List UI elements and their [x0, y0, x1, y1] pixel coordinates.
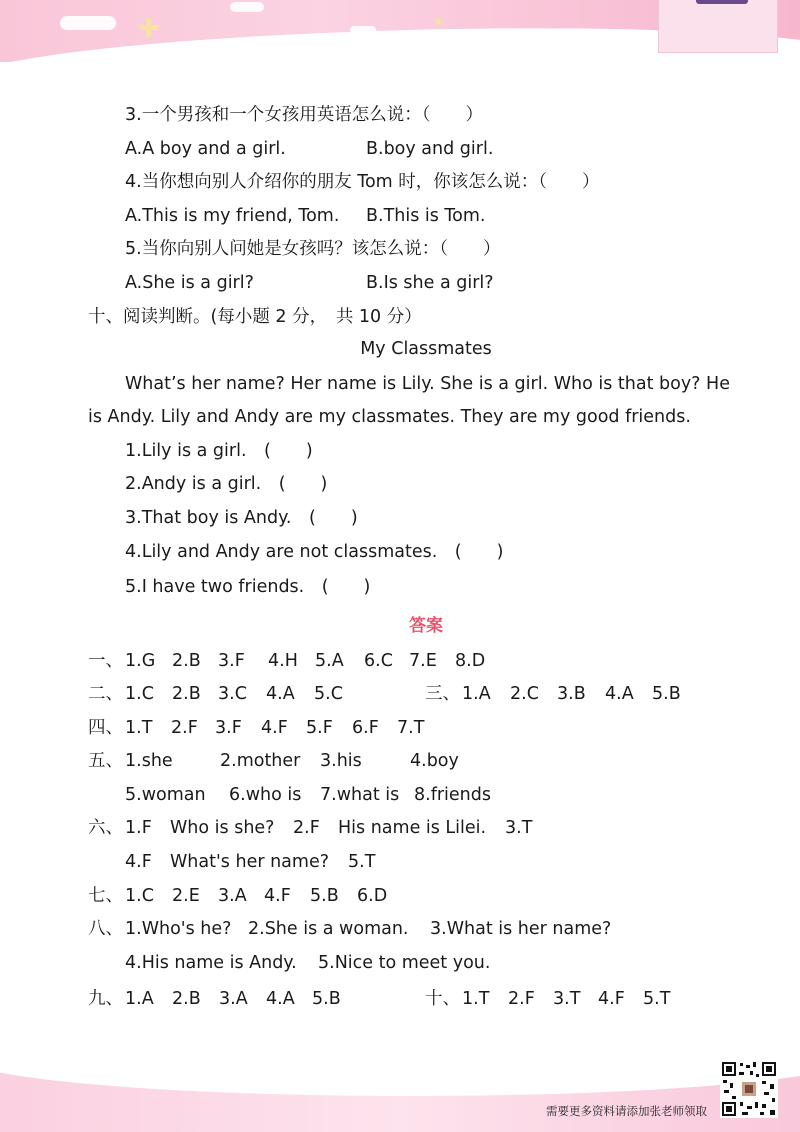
answer-item: 5.A	[315, 651, 344, 671]
answer-item: 1.she	[125, 751, 173, 771]
answer-item: 3.B	[557, 684, 586, 704]
answer-item: 4.A	[605, 684, 634, 704]
answer-item: 6.D	[357, 886, 388, 906]
answer-item: 3.T	[505, 818, 533, 838]
answer-item: His name is Lilei.	[338, 818, 487, 838]
answer-item: 5.Nice to meet you.	[318, 953, 491, 973]
q9-5-option-a: A.She is a girl?	[125, 273, 254, 293]
answer-item: 2.F	[508, 989, 535, 1009]
answer-item: 1.A	[125, 989, 154, 1009]
answer-item: What's her name?	[170, 852, 330, 872]
answer-item: 3.his	[320, 751, 362, 771]
answer-item: 8.friends	[414, 785, 491, 805]
answer-item: 7.what is	[320, 785, 400, 805]
star-icon: ✚	[138, 14, 160, 44]
answer-item: 3.F	[215, 718, 242, 738]
answer-label: 九、	[88, 989, 123, 1009]
answer-item: 1.F	[125, 818, 152, 838]
answer-item: 7.E	[409, 651, 437, 671]
answer-label: 一、	[88, 651, 123, 671]
answer-item: 2.B	[172, 684, 201, 704]
answer-item: 2.B	[172, 651, 201, 671]
q9-3-option-a: A.A boy and a girl.	[125, 139, 286, 159]
answer-item: 1.C	[125, 684, 154, 704]
passage-title: My Classmates	[360, 339, 492, 359]
answer-item: 8.D	[455, 651, 486, 671]
answer-item: 6.C	[364, 651, 393, 671]
answer-item: 5.B	[652, 684, 681, 704]
answers-title: 答案	[409, 616, 443, 636]
answer-item: 4.A	[266, 684, 295, 704]
answer-item: 5.woman	[125, 785, 206, 805]
answer-label: 六、	[88, 818, 123, 838]
answer-item: 1.Who's he?	[125, 919, 232, 939]
footer-note: 需要更多资料请添加张老师领取	[546, 1104, 707, 1118]
judgement-item: 4.Lily and Andy are not classmates. ( )	[125, 542, 504, 562]
q9-4-option-a: A.This is my friend, Tom.	[125, 206, 340, 226]
judgement-item: 1.Lily is a girl. ( )	[125, 441, 313, 461]
answer-label: 三、	[425, 684, 460, 704]
answer-label: 八、	[88, 919, 123, 939]
answer-item: 1.T	[125, 718, 153, 738]
answer-item: 3.A	[218, 886, 247, 906]
answer-label: 五、	[88, 751, 123, 771]
answer-item: 3.C	[218, 684, 247, 704]
passage-line-2: is Andy. Lily and Andy are my classmates. They are my good friends.	[88, 407, 691, 427]
header-decoration	[0, 0, 800, 62]
answer-item: 1.T	[462, 989, 490, 1009]
sparkle-icon: ✦	[432, 12, 446, 31]
q9-3-stem: 3.一个男孩和一个女孩用英语怎么说：（ ）	[125, 105, 483, 125]
q9-4-option-b: B.This is Tom.	[366, 206, 486, 226]
answer-item: 4.F	[598, 989, 625, 1009]
section-10-heading: 十、阅读判断。(每小题 2 分， 共 10 分）	[88, 307, 422, 327]
answer-item: 5.B	[312, 989, 341, 1009]
answer-item: 3.A	[219, 989, 248, 1009]
answer-item: 5.T	[348, 852, 376, 872]
answer-label: 十、	[425, 989, 460, 1009]
footer-decoration	[0, 1062, 800, 1132]
answer-item: 3.F	[218, 651, 245, 671]
answer-item: 4.F	[261, 718, 288, 738]
answer-item: 4.F	[264, 886, 291, 906]
answer-item: 4.A	[266, 989, 295, 1009]
answer-item: 2.She is a woman.	[248, 919, 409, 939]
answer-label: 七、	[88, 886, 123, 906]
answer-label: 二、	[88, 684, 123, 704]
answer-item: 4.H	[268, 651, 298, 671]
answer-item: Who is she?	[170, 818, 275, 838]
answer-item: 4.F	[125, 852, 152, 872]
answer-item: 6.who is	[229, 785, 302, 805]
answer-item: 2.F	[171, 718, 198, 738]
answer-item: 2.B	[172, 989, 201, 1009]
logo-mark	[696, 0, 748, 4]
answer-item: 4.boy	[410, 751, 459, 771]
answer-item: 1.A	[462, 684, 491, 704]
answer-item: 4.His name is Andy.	[125, 953, 297, 973]
passage-line-1: What’s her name? Her name is Lily. She is a girl. Who is that boy? He	[125, 374, 730, 394]
answer-item: 2.C	[510, 684, 539, 704]
answer-item: 3.T	[553, 989, 581, 1009]
q9-5-stem: 5.当你向别人问她是女孩吗？该怎么说：（ ）	[125, 239, 501, 259]
judgement-item: 5.I have two friends. ( )	[125, 577, 371, 597]
answer-item: 5.C	[314, 684, 343, 704]
qr-code-icon	[720, 1060, 778, 1118]
corner-tab	[658, 0, 778, 53]
answer-item: 5.B	[310, 886, 339, 906]
answer-item: 7.T	[397, 718, 425, 738]
answer-item: 5.F	[306, 718, 333, 738]
q9-3-option-b: B.boy and girl.	[366, 139, 494, 159]
answer-item: 1.C	[125, 886, 154, 906]
judgement-item: 3.That boy is Andy. ( )	[125, 508, 358, 528]
answer-item: 3.What is her name?	[430, 919, 612, 939]
answer-item: 1.G	[125, 651, 156, 671]
answer-item: 2.mother	[220, 751, 301, 771]
judgement-item: 2.Andy is a girl. ( )	[125, 474, 328, 494]
answer-item: 6.F	[352, 718, 379, 738]
answer-item: 2.F	[293, 818, 320, 838]
answer-label: 四、	[88, 718, 123, 738]
q9-5-option-b: B.Is she a girl?	[366, 273, 494, 293]
answer-item: 5.T	[643, 989, 671, 1009]
q9-4-stem: 4.当你想向别人介绍你的朋友 Tom 时，你该怎么说：（ ）	[125, 172, 600, 192]
answer-item: 2.E	[172, 886, 200, 906]
